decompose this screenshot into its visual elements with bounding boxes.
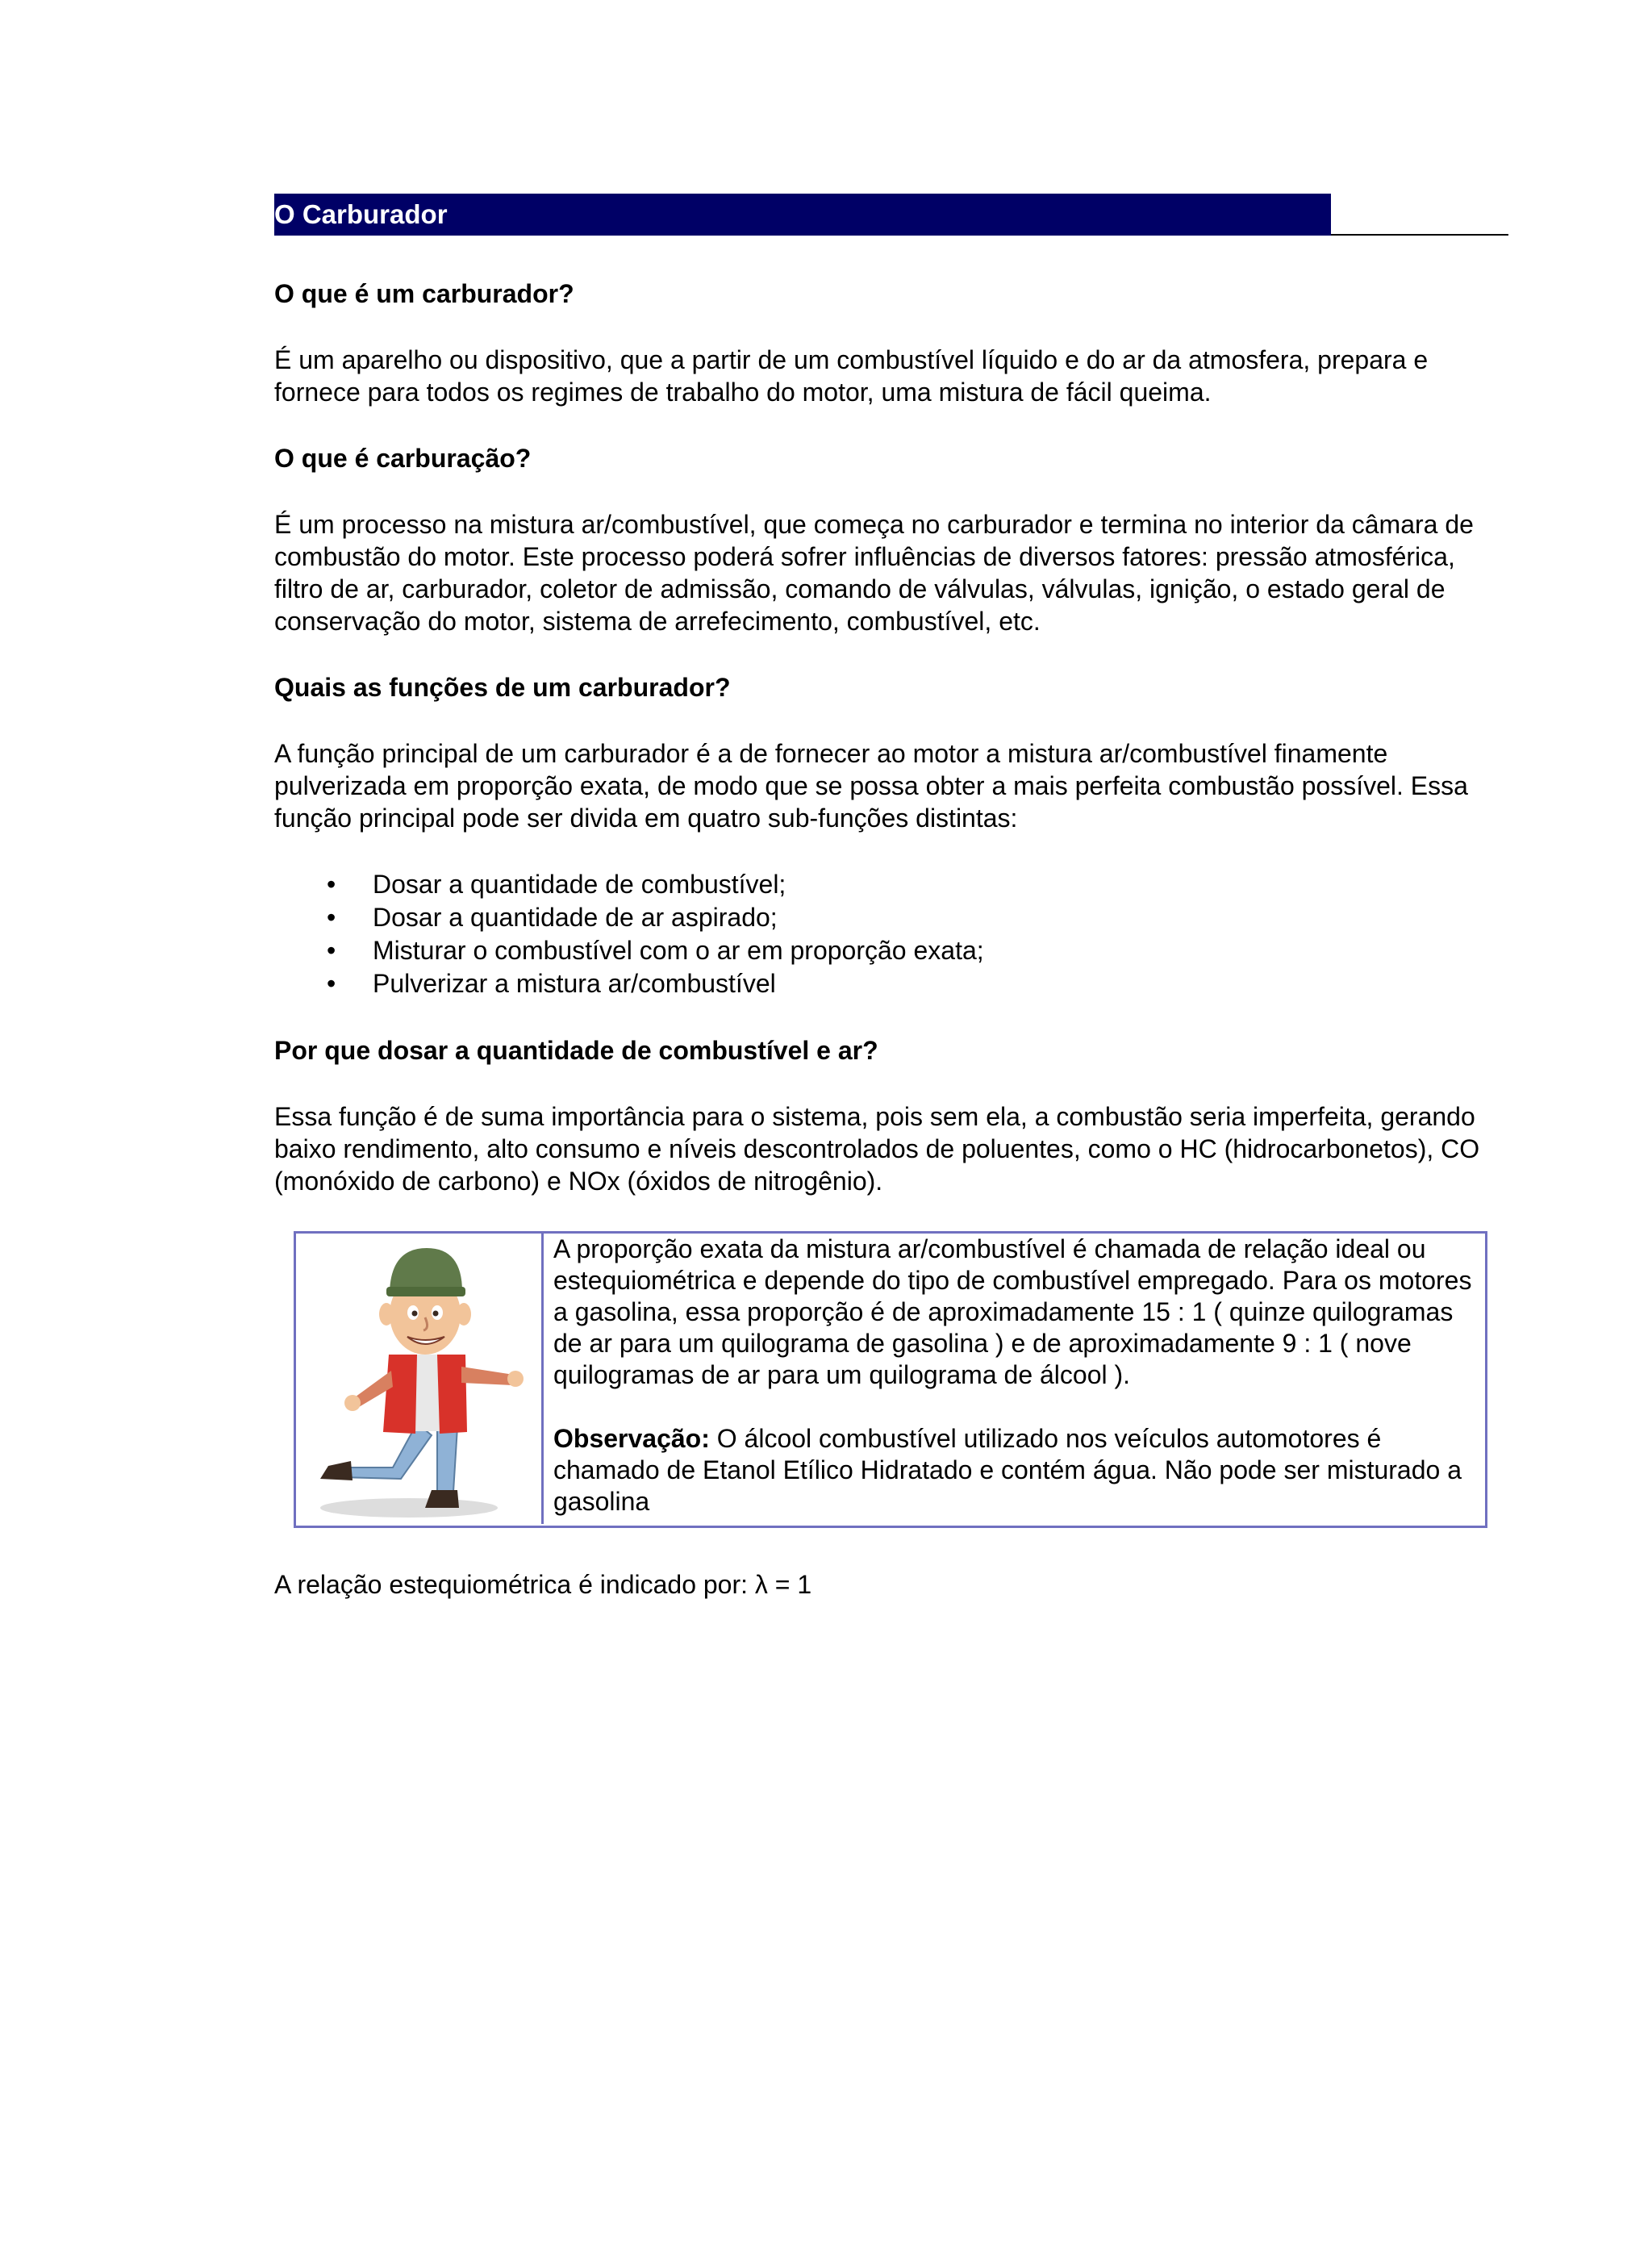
document-page — [274, 194, 1508, 1601]
paragraph-what-is-carburetor: É um aparelho ou dispositivo, que a partir de um combustível líquido e do ar da atmosfera, prepara e fornece para todos os regimes de trabalho do motor, uma mistura de fácil queima. — [274, 345, 1429, 407]
bullet-icon: • — [327, 969, 336, 998]
list-item — [274, 967, 1508, 1000]
ratio-info-box — [294, 1231, 1487, 1528]
list-item-text: Dosar a quantidade de combustível; — [373, 870, 786, 899]
paragraph-why-dose: Essa função é de suma importância para o sistema, pois sem ela, a combustão seria imperfeita, gerando baixo rendimento, alto consumo e níveis descontrolados de poluentes, como o HC (hidrocarbonetos), CO (monóxido de carbono) e NOx (óxidos de nitrogênio). — [274, 1102, 1480, 1196]
list-item-text: Pulverizar a mistura ar/combustível — [373, 969, 776, 998]
cartoon-man-illustration — [296, 1234, 544, 1524]
functions-list — [274, 868, 1508, 1000]
heading-carburetor-functions: Quais as funções de um carburador? — [274, 673, 731, 702]
ratio-paragraph: A proporção exata da mistura ar/combustível é chamada de relação ideal ou estequiométrica e depende do tipo de combustível empregado. Para os motores a gasolina, essa proporção é de aproximadamente 15 : 1 ( quinze quilogramas de ar para um quilograma de gasolina ) e de aproximadamente 9 : 1 ( nove quilogramas de ar para um quilograma de álcool ). — [553, 1234, 1472, 1389]
ratio-info-text — [544, 1234, 1485, 1526]
bullet-icon: • — [327, 936, 336, 965]
heading-what-is-carburetor: O que é um carburador? — [274, 279, 574, 308]
observation-paragraph — [553, 1423, 1475, 1518]
title-bar — [274, 194, 1508, 236]
bullet-icon: • — [327, 870, 336, 899]
list-item — [274, 868, 1508, 901]
observation-label: Observação: — [553, 1424, 710, 1453]
lambda-statement: A relação estequiométrica é indicado por: λ = 1 — [274, 1570, 812, 1599]
paragraph-what-is-carburation: É um processo na mistura ar/combustível, que começa no carburador e termina no interior da câmara de combustão do motor. Este processo poderá sofrer influências de diversos fatores: pressão atmosférica, filtro de ar, carburador, coletor de admissão, comando de válvulas, válvulas, ignição, o estado geral de conservação do motor, sistema de arrefecimento, combustível, etc. — [274, 510, 1474, 636]
bullet-icon: • — [327, 903, 336, 932]
page-title: O Carburador — [274, 199, 448, 229]
cartoon-man-icon — [296, 1234, 541, 1524]
paragraph-carburetor-functions: A função principal de um carburador é a de fornecer ao motor a mistura ar/combustível finamente pulverizada em proporção exata, de modo que se possa obter a mais perfeita combustão possível. Essa função principal pode ser divida em quatro sub-funções distintas: — [274, 739, 1468, 833]
heading-why-dose: Por que dosar a quantidade de combustível e ar? — [274, 1036, 878, 1065]
heading-what-is-carburation: O que é carburação? — [274, 444, 532, 473]
list-item — [274, 934, 1508, 967]
list-item-text: Dosar a quantidade de ar aspirado; — [373, 903, 778, 932]
observation-text: O álcool combustível utilizado nos veículos automotores é chamado de Etanol Etílico Hidratado e contém água. Não pode ser misturado a gasolina — [553, 1424, 1462, 1516]
list-item — [274, 901, 1508, 934]
list-item-text: Misturar o combustível com o ar em proporção exata; — [373, 936, 984, 965]
title-rule — [1331, 234, 1508, 236]
